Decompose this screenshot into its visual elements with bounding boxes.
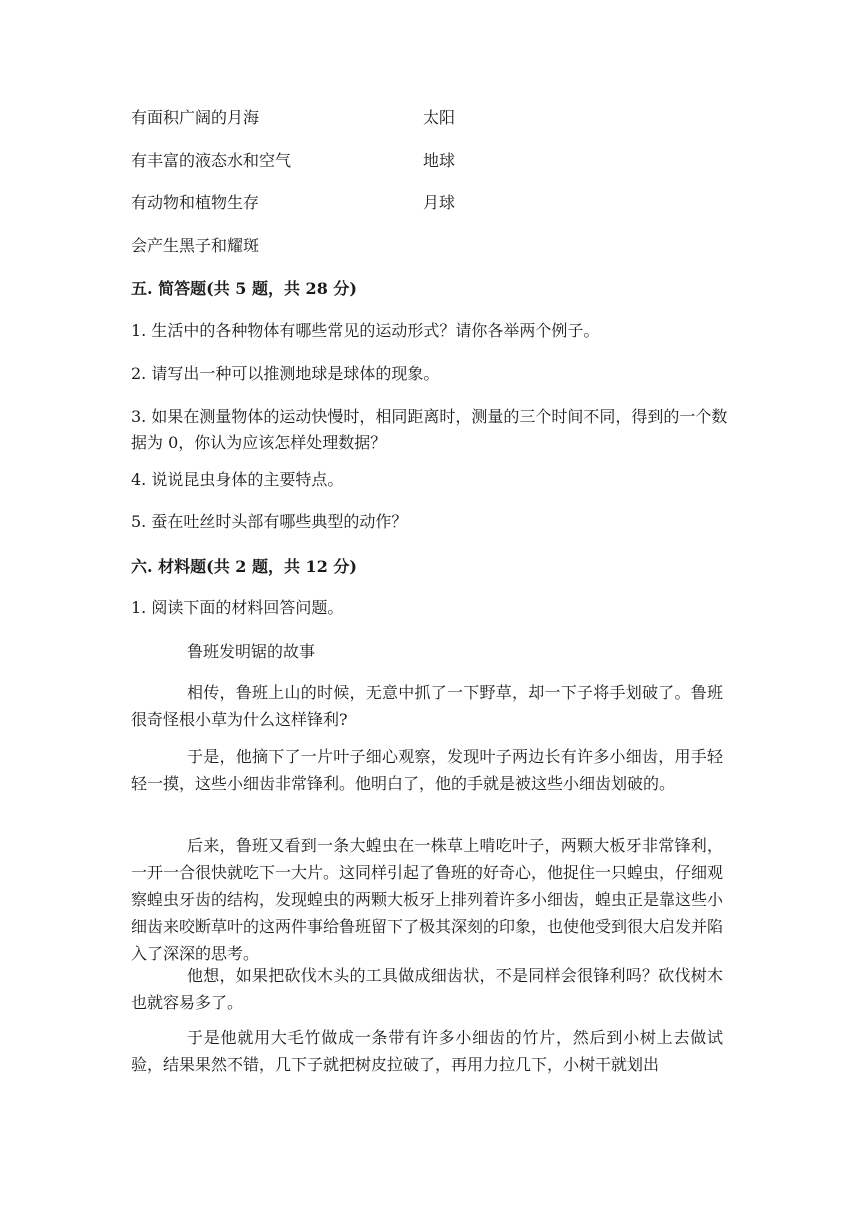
question-item: 4. 说说昆虫身体的主要特点。 [131,470,344,489]
matching-row [131,190,731,214]
question-item: 2. 请写出一种可以推测地球是球体的现象。 [131,364,440,383]
matching-right-item: 月球 [423,193,456,212]
matching-row [131,105,731,129]
story-paragraph: 于是，他摘下了一片叶子细心观察，发现叶子两边长有许多小细齿，用手轻轻一摸，这些小细齿非常锋利。他明白了，他的手就是被这些小细齿划破的。 [131,747,723,793]
matching-left-item: 有面积广阔的月海 [131,108,260,127]
matching-left-item: 会产生黑子和耀斑 [131,236,260,255]
matching-row [131,233,731,257]
story-paragraph: 于是他就用大毛竹做成一条带有许多小细齿的竹片，然后到小树上去做试验，结果果然不错，几下子就把树皮拉破了，再用力拉几下，小树干就划出 [131,1028,723,1074]
matching-right-item: 太阳 [423,108,456,127]
question-item: 1. 生活中的各种物体有哪些常见的运动形式？请你各举两个例子。 [131,321,600,340]
section-heading-short-answer: 五. 简答题(共 5 题，共 28 分) [131,279,357,298]
story-paragraph: 后来，鲁班又看到一条大蝗虫在一株草上啃吃叶子，两颗大板牙非常锋利，一开一合很快就吃下一大片。这同样引起了鲁班的好奇心，他捉住一只蝗虫，仔细观察蝗虫牙齿的结构，发现蝗虫的两颗大板牙上排列着许多小细齿，蝗虫正是靠这些小细齿来咬断草叶的这两件事给鲁班留下了极其深刻的印象，也使他受到很大启发并陷入了深深的思考。 [131,836,724,963]
question-item: 5. 蚕在吐丝时头部有哪些典型的动作？ [131,512,408,531]
matching-right-item: 地球 [423,151,456,170]
question-item: 3. 如果在测量物体的运动快慢时，相同距离时，测量的三个时间不同，得到的一个数据为 0，你认为应该怎样处理数据？ [131,407,728,452]
story-title: 鲁班发明锯的故事 [187,642,316,661]
matching-left-item: 有丰富的液态水和空气 [131,151,292,170]
matching-left-item: 有动物和植物生存 [131,193,260,212]
question-item: 1. 阅读下面的材料回答问题。 [131,598,344,617]
story-paragraph: 相传，鲁班上山的时候，无意中抓了一下野草，却一下子将手划破了。鲁班很奇怪根小草为什么这样锋利? [131,683,723,729]
matching-row [131,148,731,172]
story-paragraph: 他想，如果把砍伐木头的工具做成细齿状，不是同样会很锋利吗？砍伐树木也就容易多了。 [131,966,723,1012]
section-heading-material: 六. 材料题(共 2 题，共 12 分) [131,557,357,576]
